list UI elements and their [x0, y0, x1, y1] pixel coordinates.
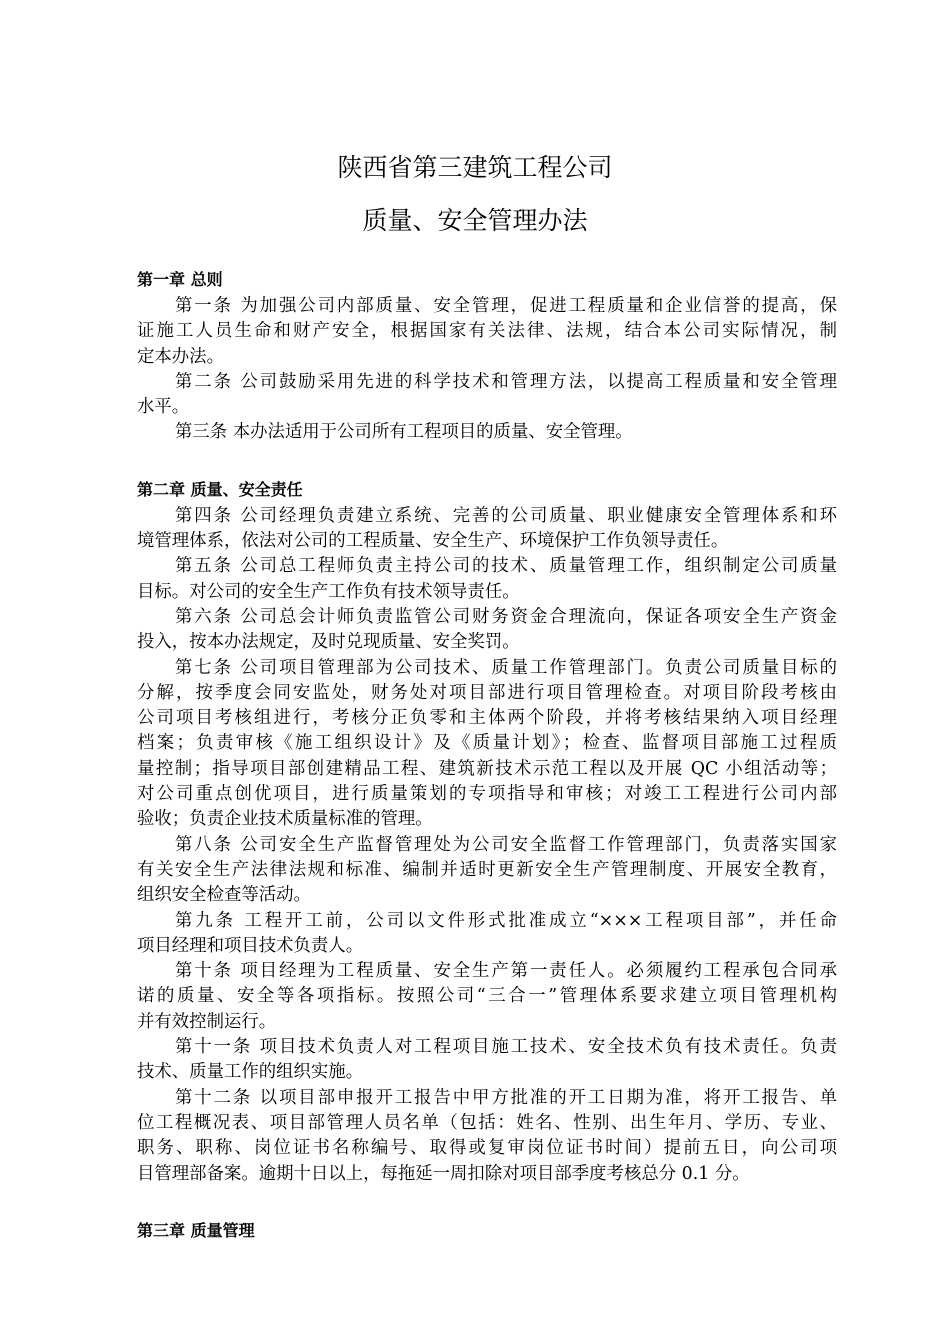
article: [137, 656, 837, 833]
article-line: 位工程概况表、项目部管理人员名单（包括：姓名、性别、出生年月、学历、专业、: [137, 1112, 837, 1133]
article-line: 第九条 工程开工前，公司以文件形式批准成立“×××工程项目部”，并任命: [175, 910, 837, 931]
article-line: 诺的质量、安全等各项指标。按照公司“三合一”管理体系要求建立项目管理机构: [137, 986, 837, 1007]
article-line: 水平。: [137, 397, 190, 418]
article-line: 第七条 公司项目管理部为公司技术、质量工作管理部门。负责公司质量目标的: [175, 657, 837, 678]
article: [137, 1086, 837, 1187]
chapter-heading: 第三章 质量管理: [137, 1220, 255, 1240]
article-line: 第十二条 以项目部申报开工报告中甲方批准的开工日期为准，将开工报告、单: [175, 1087, 837, 1108]
article-line: 第十条 项目经理为工程质量、安全生产第一责任人。必须履约工程承包合同承: [175, 961, 837, 982]
article-line: 档案；负责审核《施工组织设计》及《质量计划》；检查、监督项目部施工过程质: [137, 733, 837, 754]
article-line: 境管理体系，依法对公司的工程质量、安全生产、环境保护工作负领导责任。: [137, 531, 729, 552]
article-line: 第五条 公司总工程师负责主持公司的技术、质量管理工作，组织制定公司质量: [175, 556, 837, 577]
article-line: 并有效控制运行。: [137, 1011, 277, 1032]
article: [137, 294, 837, 370]
article-line: 第一条 为加强公司内部质量、安全管理，促进工程质量和企业信誉的提高，保: [175, 296, 837, 316]
article-line: 第三条 本办法适用于公司所有工程项目的质量、安全管理。: [175, 422, 633, 443]
article-line: 投入，按本办法规定，及时兑现质量、安全奖罚。: [137, 632, 520, 653]
article-line: 定本办法。: [137, 346, 224, 367]
article-line: 第四条 公司经理负责建立系统、完善的公司质量、职业健康安全管理体系和环: [175, 505, 837, 526]
article-line: 第二条 公司鼓励采用先进的科学技术和管理方法，以提高工程质量和安全管理: [175, 371, 837, 392]
article-line: 技术、质量工作的组织实施。: [137, 1062, 364, 1083]
company-name: 陕西省第三建筑工程公司: [337, 153, 613, 182]
chapter-heading: 第一章 总则: [137, 270, 223, 289]
article-line: 分解，按季度会同安监处，财务处对项目部进行项目管理检查。对项目阶段考核由: [137, 682, 837, 703]
article-line: 证施工人员生命和财产安全，根据国家有关法律、法规，结合本公司实际情况，制: [137, 321, 837, 342]
article-line: 项目经理和项目技术负责人。: [137, 935, 364, 956]
article-line: 目标。对公司的安全生产工作负有技术领导责任。: [137, 581, 520, 602]
article-line: 第六条 公司总会计师负责监管公司财务资金合理流向，保证各项安全生产资金: [175, 606, 837, 627]
article-line: 验收；负责企业技术质量标准的管理。: [137, 809, 433, 830]
chapter-heading: 第二章 质量、安全责任: [137, 479, 303, 499]
article-line: 量控制；指导项目部创建精品工程、建筑新技术示范工程以及开展 QC 小组活动等；: [137, 758, 837, 779]
article-line: 职务、职称、岗位证书名称编号、取得或复审岗位证书时间）提前五日，向公司项: [137, 1138, 837, 1159]
article: [137, 1035, 837, 1086]
article-line: 第十一条 项目技术负责人对工程项目施工技术、安全技术负有技术责任。负责: [175, 1037, 837, 1058]
article: [137, 554, 837, 605]
article: [137, 833, 837, 909]
article: [137, 909, 837, 960]
article: [137, 605, 837, 656]
article: [137, 959, 837, 1035]
article-line: 第八条 公司安全生产监督管理处为公司安全监督工作管理部门，负责落实国家: [175, 834, 837, 855]
article-line: 对公司重点创优项目，进行质量策划的专项指导和审核；对竣工工程进行公司内部: [137, 784, 837, 805]
document-title: 质量、安全管理办法: [362, 206, 588, 235]
article: [137, 504, 837, 555]
article: [137, 420, 837, 445]
article-line: 公司项目考核组进行，考核分正负零和主体两个阶段，并将考核结果纳入项目经理: [137, 708, 837, 729]
article: [137, 370, 837, 421]
article-line: 组织安全检查等活动。: [137, 885, 311, 906]
article-line: 有关安全生产法律法规和标准、编制并适时更新安全生产管理制度、开展安全教育，: [137, 859, 837, 880]
document-body: [137, 265, 837, 1245]
article-line: 目管理部备案。逾期十日以上，每拖延一周扣除对项目部季度考核总分 0.1 分。: [137, 1163, 750, 1184]
